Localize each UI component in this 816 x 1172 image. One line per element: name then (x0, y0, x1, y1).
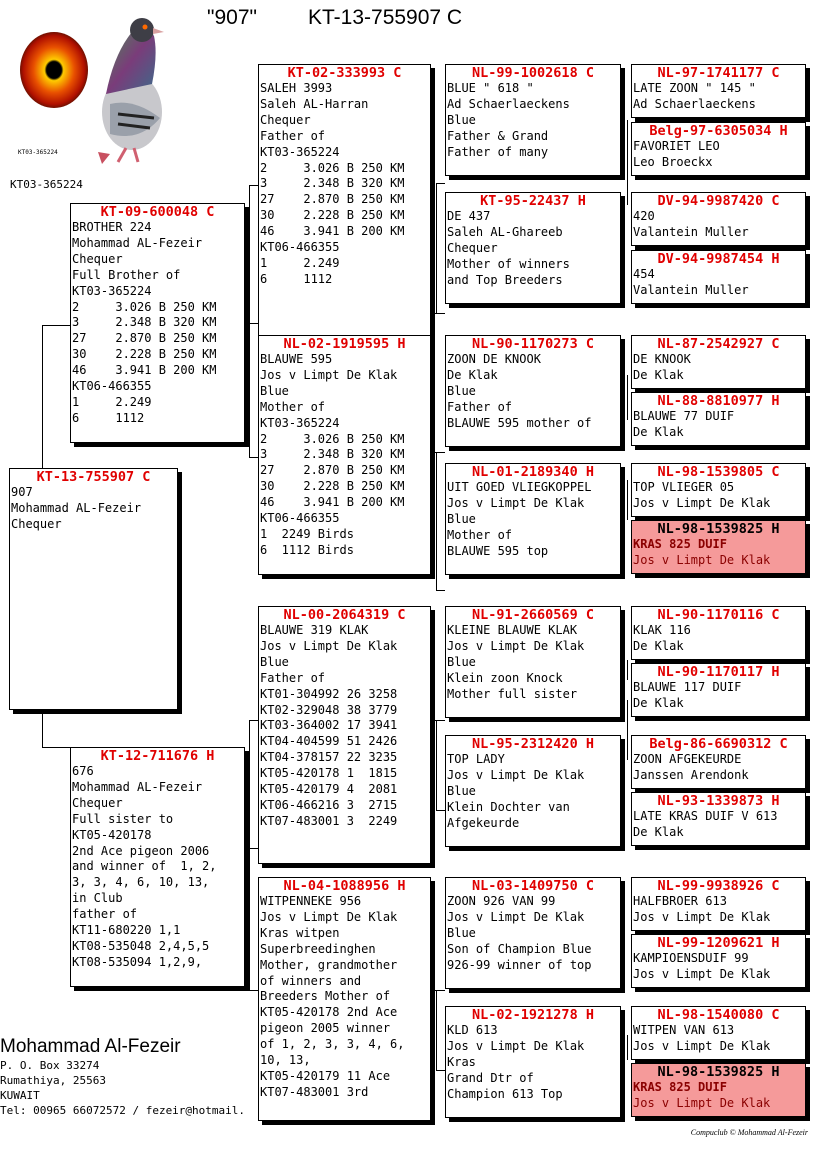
pigeon-nickname: "907" (207, 6, 257, 29)
pigeon-info-line: SALEH 3993 (260, 81, 333, 95)
pigeon-info-line: Klein zoon Knock (447, 670, 563, 685)
pigeon-info-line: pigeon 2005 winner (260, 1021, 391, 1036)
pigeon-info-line: 6 1112 (260, 271, 333, 286)
connector-line (627, 375, 628, 420)
ring-number: NL-90-1170116 C (657, 607, 780, 623)
connector-line (436, 183, 437, 313)
pigeon-info-line: KRAS 825 DUIF (633, 537, 727, 551)
ring-number: NL-88-8810977 H (657, 393, 780, 409)
great-great-grandparent-card (631, 1063, 806, 1117)
pigeon-info-line: 907 (11, 485, 33, 499)
connector-line (42, 325, 43, 468)
pigeon-info-line: UIT GOED VLIEGKOPPEL (447, 480, 592, 494)
pigeon-info-line: Blue (260, 654, 289, 669)
pigeon-info-line: KT05-420179 11 Ace (260, 1068, 391, 1083)
pigeon-info-line: Jos v Limpt De Klak (260, 909, 398, 924)
pigeon-info-line: Janssen Arendonk (633, 767, 749, 782)
ring-number: KT-02-333993 C (287, 65, 402, 81)
pigeon-info-line: TOP VLIEGER 05 (633, 480, 735, 494)
pigeon-info-line: Valantein Muller (633, 282, 749, 297)
pigeon-info-line: 3 2.348 B 320 KM (260, 176, 405, 191)
pigeon-info-line: KT06-466216 3 2715 (260, 797, 398, 812)
pigeon-info-line: Jos v Limpt De Klak (633, 495, 771, 510)
ring-number: NL-99-9938926 C (657, 878, 780, 894)
pigeon-info-line: 27 2.870 B 250 KM (260, 463, 405, 478)
pigeon-info-line: 3, 3, 4, 6, 10, 13, (72, 875, 210, 890)
pigeon-info-line: Jos v Limpt De Klak (447, 767, 585, 782)
pigeon-info-line: 1 2249 Birds (260, 526, 354, 541)
owner-info (0, 1036, 245, 1118)
connector-line (627, 700, 628, 760)
pigeon-info-line: KLAK 116 (633, 623, 691, 637)
pigeon-info-line: KLEINE BLAUWE KLAK (447, 623, 578, 637)
pigeon-info-line: Full sister to (72, 811, 174, 826)
pigeon-info-line: of winners and (260, 973, 362, 988)
connector-line (431, 452, 445, 453)
connector-line (431, 720, 445, 721)
pigeon-info-line: De Klak (447, 367, 498, 382)
pigeon-info-line: KT04-404599 51 2426 (260, 734, 398, 749)
photo-ring-label: KT03-365224 (10, 178, 83, 191)
ring-number: DV-94-9987454 H (657, 251, 780, 267)
ring-number: NL-99-1002618 C (472, 65, 594, 81)
ring-number: Belg-97-6305034 H (649, 123, 788, 139)
ring-number: NL-97-1741177 C (657, 65, 780, 81)
connector-line (436, 183, 445, 184)
pigeon-info-line: Kras (447, 1054, 476, 1069)
pigeon-info-line: KT03-365224 (72, 283, 152, 298)
pigeon-info-line: 1 2.249 (260, 255, 340, 270)
pigeon-info-line: Mohammad AL-Fezeir (11, 500, 142, 515)
great-grandparent-card (445, 606, 621, 718)
pigeon-info-line: Jos v Limpt De Klak (633, 966, 771, 981)
ring-number: NL-98-1539825 H (657, 1064, 780, 1080)
connector-line (436, 590, 445, 591)
pigeon-info-line: and Top Breeders (447, 272, 563, 287)
owner-name: Mohammad Al-Fezeir (0, 1036, 181, 1057)
grandparent-card (258, 335, 431, 575)
great-great-grandparent-card (631, 735, 806, 789)
pigeon-info-line: Mother of (447, 527, 513, 542)
pigeon-info-line: KLD 613 (447, 1023, 498, 1037)
pigeon-info-line: 454 (633, 267, 655, 281)
connector-line (436, 1070, 445, 1071)
pigeon-ring-number: KT-13-755907 C (308, 6, 463, 29)
sire-card (70, 203, 245, 443)
connector-line (249, 990, 258, 991)
pigeon-info-line: WITPEN VAN 613 (633, 1023, 735, 1037)
ring-number: KT-95-22437 H (480, 193, 586, 209)
pigeon-info-line: KAMPIOENSDUIF 99 (633, 951, 749, 965)
connector-line (249, 720, 258, 721)
pigeon-info-line: 27 2.870 B 250 KM (72, 331, 217, 346)
pigeon-info-line: KT05-420178 1 1815 (260, 766, 398, 781)
pigeon-info-line: KT07-483001 3rd (260, 1084, 369, 1099)
pigeon-info-line: Blue (447, 783, 476, 798)
pigeon-info-line: Father of many (447, 144, 549, 159)
great-grandparent-card (445, 735, 621, 847)
connector-line (627, 480, 628, 520)
pigeon-info-line: Jos v Limpt De Klak (633, 909, 771, 924)
pigeon-info-line: 10, 13, (260, 1053, 311, 1068)
pigeon-info-line: KT07-483001 3 2249 (260, 813, 398, 828)
pigeon-info-line: BLAUWE 77 DUIF (633, 409, 735, 423)
pigeon-info-line: father of (72, 907, 138, 922)
pigeon-info-line: KT08-535094 1,2,9, (72, 954, 203, 969)
pigeon-info-line: TOP LADY (447, 752, 505, 766)
pigeon-info-line: and winner of 1, 2, (72, 859, 217, 874)
connector-line (249, 720, 250, 848)
ring-number: NL-95-2312420 H (472, 736, 594, 752)
pigeon-info-line: 46 3.941 B 200 KM (260, 224, 405, 239)
pigeon-info-line: De Klak (633, 638, 684, 653)
connector-line (436, 452, 437, 590)
pigeon-info-line: Father of (447, 399, 513, 414)
pigeon-info-line: Klein Dochter van (447, 799, 570, 814)
copyright-footer: Compuclub © Mohammad Al-Fezeir (690, 1128, 808, 1137)
great-grandparent-card (445, 192, 621, 304)
pigeon-info-line: Saleh AL-Harran (260, 96, 369, 111)
ring-number: NL-87-2542927 C (657, 336, 780, 352)
great-great-grandparent-card (631, 934, 806, 988)
pigeon-info-line: Mohammad AL-Fezeir (72, 779, 203, 794)
ring-number: NL-00-2064319 C (283, 607, 406, 623)
great-great-grandparent-card (631, 1006, 806, 1060)
pigeon-info-line: Jos v Limpt De Klak (447, 495, 585, 510)
pigeon-info-line: Saleh AL-Ghareeb (447, 224, 563, 239)
pigeon-info-line: BLAUWE 595 (260, 352, 333, 366)
pigeon-info-line: Father of (260, 128, 326, 143)
pigeon-info-line: 46 3.941 B 200 KM (72, 363, 217, 378)
great-great-grandparent-card (631, 520, 806, 574)
pigeon-info-line: Jos v Limpt De Klak (633, 1038, 771, 1053)
pigeon-info-line: ZOON 926 VAN 99 (447, 894, 556, 908)
connector-line (436, 810, 445, 811)
great-great-grandparent-card (631, 122, 806, 176)
pigeon-info-line: KT02-329048 38 3779 (260, 702, 398, 717)
ring-number: NL-90-1170117 H (657, 664, 780, 680)
pigeon-info-line: BLAUWE 319 KLAK (260, 623, 369, 637)
pigeon-info-line: WITPENNEKE 956 (260, 894, 362, 908)
great-great-grandparent-card (631, 392, 806, 446)
pigeon-info-line: KT08-535048 2,4,5,5 (72, 938, 210, 953)
pigeon-info-line: Blue (447, 112, 476, 127)
pigeon-info-line: De Klak (633, 424, 684, 439)
pigeon-info-line: LATE ZOON " 145 " (633, 81, 756, 95)
pigeon-info-line: Chequer (447, 240, 498, 255)
ring-number: DV-94-9987420 C (657, 193, 780, 209)
ring-number: NL-03-1409750 C (472, 878, 594, 894)
great-grandparent-card (445, 463, 621, 575)
pigeon-info-line: Full Brother of (72, 267, 181, 282)
pigeon-info-line: Jos v Limpt De Klak (633, 1095, 771, 1110)
great-grandparent-card (445, 335, 621, 447)
great-grandparent-card (445, 877, 621, 989)
connector-line (249, 457, 258, 458)
pigeon-info-line: Mother of (260, 399, 326, 414)
connector-line (627, 120, 628, 205)
owner-address-line: P. O. Box 33274 (0, 1059, 100, 1072)
pigeon-info-line: HALFBROER 613 (633, 894, 727, 908)
pigeon-info-line: 2 3.026 B 250 KM (260, 431, 405, 446)
connector-line (436, 720, 437, 810)
great-great-grandparent-card (631, 64, 806, 118)
great-grandparent-card (445, 64, 621, 176)
pigeon-info-line: Blue (447, 383, 476, 398)
pigeon-info-line: Superbreedinghen (260, 941, 376, 956)
pigeon-info-line: Son of Champion Blue (447, 941, 592, 956)
connector-line (42, 747, 70, 748)
connector-line (249, 185, 258, 186)
subject-pigeon-card (9, 468, 178, 710)
pigeon-info-line: Ad Schaerlaeckens (447, 96, 570, 111)
connector-line (42, 325, 70, 326)
pigeon-info-line: 676 (72, 764, 94, 778)
pigeon-info-line: Jos v Limpt De Klak (447, 909, 585, 924)
dam-card (70, 747, 245, 987)
great-grandparent-card (445, 1006, 621, 1118)
ring-number: KT-09-600048 C (100, 204, 215, 220)
ring-number: NL-01-2189340 H (472, 464, 594, 480)
pigeon-info-line: Afgekeurde (447, 815, 520, 830)
pigeon-info-line: Chequer (72, 795, 123, 810)
ring-number: NL-91-2660569 C (472, 607, 594, 623)
pigeon-info-line: BLAUWE 595 top (447, 543, 549, 558)
pigeon-info-line: Jos v Limpt De Klak (447, 1038, 585, 1053)
pigeon-info-line: Jos v Limpt De Klak (260, 638, 398, 653)
great-great-grandparent-card (631, 250, 806, 304)
ring-number: NL-98-1539805 C (657, 464, 780, 480)
connector-line (244, 848, 258, 849)
pigeon-info-line: Ad Schaerlaeckens (633, 96, 756, 111)
pigeon-info-line: 30 2.228 B 250 KM (72, 347, 217, 362)
pigeon-info-line: KT11-680220 1,1 (72, 923, 181, 938)
great-great-grandparent-card (631, 877, 806, 931)
pigeon-info-line: KT04-378157 22 3235 (260, 750, 398, 765)
pigeon-info-line: ZOON DE KNOOK (447, 352, 541, 366)
connector-line (431, 313, 445, 314)
pigeon-info-line: Father of (260, 670, 326, 685)
pigeon-info-line: DE 437 (447, 209, 491, 223)
pigeon-info-line: BLAUWE 595 mother of (447, 415, 592, 430)
ring-number: NL-04-1088956 H (283, 878, 406, 894)
ring-number: NL-98-1539825 H (657, 521, 780, 537)
pigeon-info-line: KT05-420178 (72, 827, 152, 842)
pigeon-info-line: 46 3.941 B 200 KM (260, 495, 405, 510)
connector-line (249, 323, 250, 457)
pigeon-info-line: KT05-420178 2nd Ace (260, 1005, 398, 1020)
connector-line (436, 990, 437, 1070)
pigeon-info-line: 2 3.026 B 250 KM (260, 160, 405, 175)
pigeon-info-line: De Klak (633, 695, 684, 710)
pigeon-info-line: Blue (447, 925, 476, 940)
pigeon-info-line: Jos v Limpt De Klak (260, 367, 398, 382)
pigeon-info-line: KT06-466355 (260, 511, 340, 526)
great-great-grandparent-card (631, 335, 806, 389)
ring-number: NL-93-1339873 H (657, 793, 780, 809)
pigeon-info-line: in Club (72, 891, 123, 906)
owner-contact-line: Tel: 00965 66072572 / fezeir@hotmail. (0, 1104, 246, 1117)
ring-number: NL-90-1170273 C (472, 336, 594, 352)
pigeon-info-line: Jos v Limpt De Klak (447, 638, 585, 653)
pigeon-info-line: DE KNOOK (633, 352, 691, 366)
connector-line (431, 990, 445, 991)
ring-number: Belg-86-6690312 C (649, 736, 788, 752)
grandparent-card (258, 877, 431, 1121)
pigeon-info-line: Grand Dtr of (447, 1070, 534, 1085)
pigeon-info-line: 2nd Ace pigeon 2006 (72, 843, 210, 858)
great-great-grandparent-card (631, 192, 806, 246)
pigeon-info-line: KT01-304992 26 3258 (260, 686, 398, 701)
pigeon-info-line: BROTHER 224 (72, 220, 152, 234)
pigeon-info-line: Father & Grand (447, 128, 549, 143)
pigeon-info-line: 6 1112 (72, 410, 145, 425)
pigeon-info-line: 2 3.026 B 250 KM (72, 299, 217, 314)
pigeon-info-line: of 1, 2, 3, 3, 4, 6, (260, 1037, 405, 1052)
pigeon-info-line: KT03-364002 17 3941 (260, 718, 398, 733)
pigeon-info-line: KT03-365224 (260, 415, 340, 430)
connector-line (244, 323, 258, 324)
pigeon-info-line: 420 (633, 209, 655, 223)
pigeon-info-line: KT06-466355 (72, 379, 152, 394)
pigeon-info-line: De Klak (633, 367, 684, 382)
pigeon-photo (14, 14, 174, 164)
great-great-grandparent-card (631, 792, 806, 846)
pigeon-info-line: KRAS 825 DUIF (633, 1080, 727, 1094)
great-great-grandparent-card (631, 606, 806, 660)
great-great-grandparent-card (631, 463, 806, 517)
ring-number: NL-02-1919595 H (283, 336, 406, 352)
owner-address-line: KUWAIT (0, 1089, 40, 1102)
pigeon-info-line: 6 1112 Birds (260, 542, 354, 557)
pigeon-info-line: Mohammad AL-Fezeir (72, 235, 203, 250)
pigeon-info-line: 30 2.228 B 250 KM (260, 208, 405, 223)
pigeon-info-line: KT05-420179 4 2081 (260, 782, 398, 797)
pigeon-info-line: Kras witpen (260, 925, 340, 940)
pigeon-info-line: KT06-466355 (260, 240, 340, 255)
pigeon-info-line: BLUE " 618 " (447, 81, 534, 95)
ring-number: KT-13-755907 C (36, 469, 151, 485)
pigeon-info-line: Blue (447, 511, 476, 526)
connector-line (627, 660, 628, 680)
pigeon-info-line: Leo Broeckx (633, 154, 713, 169)
pigeon-info-line: LATE KRAS DUIF V 613 (633, 809, 778, 823)
pigeon-info-line: 3 2.348 B 320 KM (260, 447, 405, 462)
pigeon-info-line: Chequer (11, 516, 62, 531)
ring-number: NL-02-1921278 H (472, 1007, 594, 1023)
pigeon-info-line: 1 2.249 (72, 394, 152, 409)
pigeon-info-line: ZOON AFGEKEURDE (633, 752, 742, 766)
owner-address-line: Rumathiya, 25563 (0, 1074, 106, 1087)
pigeon-info-line: Breeders Mother of (260, 989, 391, 1004)
grandparent-card (258, 606, 431, 864)
pigeon-info-line: BLAUWE 117 DUIF (633, 680, 742, 694)
pigeon-info-line: 926-99 winner of top (447, 957, 592, 972)
pigeon-info-line: 30 2.228 B 250 KM (260, 479, 405, 494)
connector-line (249, 848, 250, 990)
pigeon-info-line: 3 2.348 B 320 KM (72, 315, 217, 330)
pigeon-info-line: KT03-365224 (260, 144, 340, 159)
pigeon-info-line: Blue (447, 654, 476, 669)
pigeon-info-line: Chequer (72, 251, 123, 266)
connector-line (627, 1035, 628, 1060)
pigeon-info-line: Chequer (260, 112, 311, 127)
pigeon-info-line: Mother of winners (447, 256, 570, 271)
pigeon-info-line: Mother full sister (447, 686, 578, 701)
pigeon-info-line: De Klak (633, 824, 684, 839)
ring-number: KT-12-711676 H (100, 748, 215, 764)
pigeon-info-line: Valantein Muller (633, 224, 749, 239)
pigeon-info-line: Jos v Limpt De Klak (633, 552, 771, 567)
ring-number: NL-98-1540080 C (657, 1007, 780, 1023)
photo-small-ring: KT03-365224 (18, 149, 58, 156)
connector-line (249, 185, 250, 323)
great-great-grandparent-card (631, 663, 806, 717)
pigeon-info-line: 27 2.870 B 250 KM (260, 192, 405, 207)
pigeon-info-line: Champion 613 Top (447, 1086, 563, 1101)
pigeon-info-line: FAVORIET LEO (633, 139, 720, 153)
pigeon-info-line: Blue (260, 383, 289, 398)
ring-number: NL-99-1209621 H (657, 935, 780, 951)
pigeon-info-line: Mother, grandmother (260, 957, 398, 972)
